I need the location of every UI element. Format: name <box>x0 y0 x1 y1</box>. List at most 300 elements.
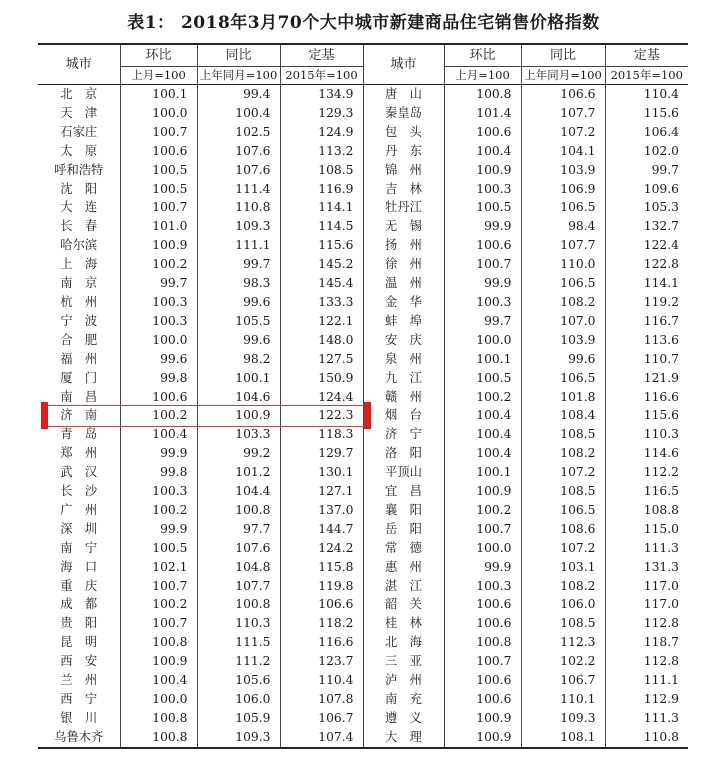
mom-value: 99.8 <box>120 463 197 482</box>
city-name: 杭 州 <box>60 294 98 309</box>
city-name: 青 岛 <box>60 427 98 442</box>
city-name: 哈尔滨 <box>60 238 98 253</box>
city-name: 遵 义 <box>363 709 444 728</box>
city-name: 南 充 <box>363 690 444 709</box>
mom-value: 100.6 <box>444 123 521 142</box>
mom-value: 101.0 <box>120 217 197 236</box>
city-name: 乌鲁木齐 <box>38 728 120 748</box>
yoy-value: 98.2 <box>197 350 280 369</box>
fixed-base-value: 127.5 <box>280 350 363 369</box>
mom-value: 100.2 <box>444 501 521 520</box>
yoy-value: 107.7 <box>197 577 280 596</box>
mom-value: 102.1 <box>120 558 197 577</box>
fixed-base-group-header: 定基 <box>280 44 363 67</box>
yoy-value: 107.6 <box>197 539 280 558</box>
city-name: 无 锡 <box>363 217 444 236</box>
table-row <box>38 520 688 539</box>
yoy-value: 101.2 <box>197 463 280 482</box>
mom-value: 100.8 <box>120 728 197 748</box>
yoy-value: 110.0 <box>521 255 605 274</box>
mom-value: 100.8 <box>120 709 197 728</box>
fixed-base-value: 130.1 <box>280 463 363 482</box>
yoy-value: 105.5 <box>197 312 280 331</box>
fixed-base-value: 127.1 <box>280 482 363 501</box>
fixed-base-value: 107.8 <box>280 690 363 709</box>
mom-value: 99.7 <box>444 312 521 331</box>
fixed-base-value: 114.5 <box>280 217 363 236</box>
yoy-value: 108.5 <box>521 482 605 501</box>
mom-value: 100.1 <box>444 350 521 369</box>
city-name: 赣 州 <box>363 388 444 407</box>
yoy-value: 106.5 <box>521 274 605 293</box>
yoy-value: 99.6 <box>521 350 605 369</box>
yoy-base-label-right: 上年同月=100 <box>521 67 605 85</box>
table-body <box>38 85 688 748</box>
table-row <box>38 123 688 142</box>
yoy-value: 106.9 <box>521 180 605 199</box>
fixed-base-value: 122.4 <box>605 236 688 255</box>
yoy-value: 107.2 <box>521 463 605 482</box>
mom-value: 100.2 <box>120 501 197 520</box>
yoy-value: 106.0 <box>197 690 280 709</box>
city-name: 郑 州 <box>60 446 98 461</box>
fixed-base-value: 145.4 <box>280 274 363 293</box>
highlight-marker-right <box>364 402 371 429</box>
city-name: 九 江 <box>363 369 444 388</box>
yoy-value: 109.3 <box>197 217 280 236</box>
yoy-base-label: 上年同月=100 <box>197 67 280 85</box>
mom-value: 100.3 <box>120 293 197 312</box>
fixed-base-value: 99.7 <box>605 161 688 180</box>
mom-value: 100.2 <box>120 255 197 274</box>
yoy-value: 97.7 <box>197 520 280 539</box>
fixed-base-value: 144.7 <box>280 520 363 539</box>
yoy-value: 99.6 <box>197 293 280 312</box>
mom-value: 100.8 <box>444 633 521 652</box>
yoy-value: 99.6 <box>197 331 280 350</box>
table-row <box>38 482 688 501</box>
mom-value: 100.7 <box>120 198 197 217</box>
mom-value: 100.3 <box>444 180 521 199</box>
mom-value: 100.1 <box>120 85 197 104</box>
mom-value: 100.7 <box>120 123 197 142</box>
city-name: 厦 门 <box>60 370 98 385</box>
city-name: 深 圳 <box>60 521 98 536</box>
yoy-value: 104.1 <box>521 142 605 161</box>
mom-value: 100.8 <box>444 85 521 104</box>
mom-value: 99.9 <box>444 274 521 293</box>
fixed-base-value: 124.4 <box>280 388 363 407</box>
yoy-value: 99.2 <box>197 444 280 463</box>
fixed-base-value: 105.3 <box>605 198 688 217</box>
highlight-marker-left <box>41 402 48 429</box>
city-name: 牡丹江 <box>363 198 444 217</box>
mom-base-label: 上月=100 <box>120 67 197 85</box>
table-row <box>38 652 688 671</box>
mom-value: 100.9 <box>444 161 521 180</box>
city-name: 南 昌 <box>60 389 98 404</box>
fixed-base-value: 134.9 <box>280 85 363 104</box>
yoy-value: 99.4 <box>197 85 280 104</box>
city-name: 洛 阳 <box>363 444 444 463</box>
city-name: 平顶山 <box>363 463 444 482</box>
table-row <box>38 539 688 558</box>
mom-value: 100.9 <box>120 236 197 255</box>
mom-value: 100.5 <box>120 539 197 558</box>
fixed-base-value: 106.4 <box>605 123 688 142</box>
mom-value: 100.6 <box>120 388 197 407</box>
yoy-value: 108.4 <box>521 406 605 425</box>
table-row <box>38 369 688 388</box>
fixed-base-value: 107.4 <box>280 728 363 748</box>
yoy-value: 98.4 <box>521 217 605 236</box>
mom-value: 100.6 <box>444 614 521 633</box>
city-name: 呼和浩特 <box>54 162 104 177</box>
fixed-base-value: 108.8 <box>605 501 688 520</box>
city-name: 沈 阳 <box>60 181 98 196</box>
mom-value: 99.6 <box>120 350 197 369</box>
yoy-value: 111.4 <box>197 180 280 199</box>
table-row <box>38 690 688 709</box>
table-row <box>38 293 688 312</box>
mom-value: 100.2 <box>120 595 197 614</box>
city-name: 扬 州 <box>363 236 444 255</box>
yoy-value: 100.1 <box>197 369 280 388</box>
fixed-base-value: 117.0 <box>605 595 688 614</box>
mom-value: 100.0 <box>120 331 197 350</box>
fixed-base-value: 112.2 <box>605 463 688 482</box>
fixed-base-value: 119.8 <box>280 577 363 596</box>
city-name: 泉 州 <box>363 350 444 369</box>
fixed-base-value: 115.6 <box>280 236 363 255</box>
yoy-value: 104.4 <box>197 482 280 501</box>
mom-value: 100.9 <box>444 728 521 748</box>
mom-value: 100.4 <box>444 444 521 463</box>
city-name: 广 州 <box>60 502 98 517</box>
yoy-value: 104.8 <box>197 558 280 577</box>
mom-value: 100.9 <box>120 652 197 671</box>
table-row <box>38 198 688 217</box>
fixed-base-value: 109.6 <box>605 180 688 199</box>
yoy-value: 108.5 <box>521 614 605 633</box>
yoy-value: 108.2 <box>521 444 605 463</box>
yoy-value: 103.3 <box>197 425 280 444</box>
city-column-header: 城市 <box>38 44 120 85</box>
fixed-base-value: 118.7 <box>605 633 688 652</box>
mom-value: 100.6 <box>444 595 521 614</box>
fixed-base-value: 108.5 <box>280 161 363 180</box>
city-name: 湛 江 <box>363 577 444 596</box>
mom-value: 100.8 <box>120 633 197 652</box>
city-name: 温 州 <box>363 274 444 293</box>
city-name: 上 海 <box>60 257 98 272</box>
fixed-base-value: 116.7 <box>605 312 688 331</box>
mom-value: 100.7 <box>444 520 521 539</box>
table-title: 表1： 2018年3月70个大中城市新建商品住宅销售价格指数 <box>127 13 600 33</box>
city-name: 安 庆 <box>363 331 444 350</box>
city-name: 桂 林 <box>363 614 444 633</box>
fixed-base-value: 112.9 <box>605 690 688 709</box>
mom-value: 100.1 <box>444 463 521 482</box>
table-row <box>38 274 688 293</box>
fixed-base-value: 124.2 <box>280 539 363 558</box>
fixed-base-value: 111.3 <box>605 539 688 558</box>
yoy-value: 102.2 <box>521 652 605 671</box>
table-row <box>38 331 688 350</box>
mom-value: 101.4 <box>444 104 521 123</box>
city-name: 南 京 <box>60 276 98 291</box>
fixed-base-value: 122.1 <box>280 312 363 331</box>
city-name: 丹 东 <box>363 142 444 161</box>
table-row <box>38 255 688 274</box>
city-name: 北 海 <box>363 633 444 652</box>
fixed-base-value: 114.1 <box>605 274 688 293</box>
city-name: 西 安 <box>60 654 98 669</box>
yoy-value: 108.1 <box>521 728 605 748</box>
mom-value: 100.0 <box>444 539 521 558</box>
yoy-value: 110.3 <box>197 614 280 633</box>
city-name: 烟 台 <box>363 406 444 425</box>
yoy-value: 104.6 <box>197 388 280 407</box>
city-name: 昆 明 <box>60 635 98 650</box>
fixed-base-value: 115.6 <box>605 104 688 123</box>
table-row <box>38 709 688 728</box>
yoy-value: 110.8 <box>197 198 280 217</box>
city-name: 大 连 <box>60 200 98 215</box>
city-name: 济 宁 <box>363 425 444 444</box>
mom-value: 99.7 <box>120 274 197 293</box>
city-name: 福 州 <box>60 351 98 366</box>
fixed-base-value: 150.9 <box>280 369 363 388</box>
city-name: 重 庆 <box>60 578 98 593</box>
fixed-base-value: 145.2 <box>280 255 363 274</box>
yoy-value: 103.1 <box>521 558 605 577</box>
fixed-base-value: 115.6 <box>605 406 688 425</box>
mom-value: 100.5 <box>444 198 521 217</box>
city-name: 襄 阳 <box>363 501 444 520</box>
city-name: 吉 林 <box>363 180 444 199</box>
yoy-value: 107.2 <box>521 539 605 558</box>
table-row <box>38 558 688 577</box>
fixed-base-value: 122.3 <box>280 406 363 425</box>
city-name: 石家庄 <box>60 124 98 139</box>
yoy-value: 106.7 <box>521 671 605 690</box>
yoy-value: 108.6 <box>521 520 605 539</box>
fixed-base-value: 116.6 <box>605 388 688 407</box>
mom-base-label-right: 上月=100 <box>444 67 521 85</box>
yoy-value: 105.6 <box>197 671 280 690</box>
yoy-value: 108.2 <box>521 293 605 312</box>
fixed-base-value: 114.1 <box>280 198 363 217</box>
mom-value: 100.3 <box>444 577 521 596</box>
table-row <box>38 633 688 652</box>
table-row <box>38 217 688 236</box>
mom-value: 99.8 <box>120 369 197 388</box>
yoy-value: 107.6 <box>197 161 280 180</box>
city-name: 岳 阳 <box>363 520 444 539</box>
mom-value: 100.4 <box>444 406 521 425</box>
yoy-value: 111.1 <box>197 236 280 255</box>
city-name: 贵 阳 <box>60 616 98 631</box>
mom-value: 100.0 <box>444 331 521 350</box>
fixed-base-value: 131.3 <box>605 558 688 577</box>
fixed-base-value: 115.0 <box>605 520 688 539</box>
mom-value: 100.7 <box>120 577 197 596</box>
yoy-value: 98.3 <box>197 274 280 293</box>
city-name: 大 理 <box>363 728 444 748</box>
city-name: 济 南 <box>60 408 98 423</box>
yoy-value: 107.7 <box>521 104 605 123</box>
table-row <box>38 142 688 161</box>
fixed-base-value: 117.0 <box>605 577 688 596</box>
mom-value: 100.7 <box>120 614 197 633</box>
fixed-base-value: 110.4 <box>605 85 688 104</box>
mom-value: 100.4 <box>120 671 197 690</box>
mom-value: 100.6 <box>444 690 521 709</box>
yoy-value: 100.8 <box>197 501 280 520</box>
yoy-value: 106.5 <box>521 198 605 217</box>
table-row <box>38 463 688 482</box>
table-row <box>38 236 688 255</box>
yoy-value: 107.2 <box>521 123 605 142</box>
yoy-value: 106.5 <box>521 369 605 388</box>
city-name: 太 原 <box>60 143 98 158</box>
mom-value: 100.0 <box>120 690 197 709</box>
mom-value: 100.5 <box>444 369 521 388</box>
mom-value: 99.9 <box>120 444 197 463</box>
fixed-base-value: 132.7 <box>605 217 688 236</box>
mom-value: 100.5 <box>120 180 197 199</box>
mom-value: 100.5 <box>120 161 197 180</box>
city-name: 惠 州 <box>363 558 444 577</box>
fixed-base-label: 2015年=100 <box>280 67 363 85</box>
fixed-base-value: 118.3 <box>280 425 363 444</box>
table-row <box>38 671 688 690</box>
yoy-value: 107.6 <box>197 142 280 161</box>
city-name: 金 华 <box>363 293 444 312</box>
fixed-base-value: 121.9 <box>605 369 688 388</box>
fixed-base-value: 116.5 <box>605 482 688 501</box>
fixed-base-value: 112.8 <box>605 652 688 671</box>
mom-value: 100.3 <box>120 482 197 501</box>
yoy-value: 109.3 <box>521 709 605 728</box>
mom-value: 100.3 <box>120 312 197 331</box>
mom-value: 100.0 <box>120 104 197 123</box>
city-name: 北 京 <box>60 87 98 101</box>
yoy-group-header: 同比 <box>197 44 280 67</box>
city-name: 唐 山 <box>363 85 444 104</box>
fixed-base-value: 119.2 <box>605 293 688 312</box>
yoy-value: 109.3 <box>197 728 280 748</box>
table-row <box>38 595 688 614</box>
fixed-base-value: 129.7 <box>280 444 363 463</box>
yoy-value: 111.5 <box>197 633 280 652</box>
mom-value: 100.7 <box>444 255 521 274</box>
table-row <box>38 161 688 180</box>
city-name: 西 宁 <box>60 692 98 706</box>
fixed-base-value: 116.6 <box>280 633 363 652</box>
fixed-base-value: 137.0 <box>280 501 363 520</box>
city-name: 天 津 <box>60 105 98 120</box>
fixed-base-value: 148.0 <box>280 331 363 350</box>
city-name: 泸 州 <box>363 671 444 690</box>
fixed-base-value: 111.3 <box>605 709 688 728</box>
fixed-base-value: 118.2 <box>280 614 363 633</box>
fixed-base-label-right: 2015年=100 <box>605 67 688 85</box>
table-row <box>38 180 688 199</box>
mom-value: 100.4 <box>444 142 521 161</box>
yoy-value: 100.4 <box>197 104 280 123</box>
yoy-value: 105.9 <box>197 709 280 728</box>
fixed-base-value: 110.7 <box>605 350 688 369</box>
fixed-base-value: 133.3 <box>280 293 363 312</box>
fixed-base-value: 116.9 <box>280 180 363 199</box>
yoy-value: 101.8 <box>521 388 605 407</box>
fixed-base-value: 111.1 <box>605 671 688 690</box>
table-row <box>38 501 688 520</box>
city-name: 宜 昌 <box>363 482 444 501</box>
yoy-value: 102.5 <box>197 123 280 142</box>
yoy-value: 111.2 <box>197 652 280 671</box>
city-name: 常 德 <box>363 539 444 558</box>
fixed-base-value: 129.3 <box>280 104 363 123</box>
mom-value: 99.9 <box>444 217 521 236</box>
yoy-value: 110.1 <box>521 690 605 709</box>
yoy-group-header-right: 同比 <box>521 44 605 67</box>
table-row <box>38 614 688 633</box>
yoy-value: 108.2 <box>521 577 605 596</box>
yoy-value: 107.0 <box>521 312 605 331</box>
table-row <box>38 425 688 444</box>
city-name: 合 肥 <box>60 332 98 347</box>
fixed-base-value: 110.8 <box>605 728 688 748</box>
yoy-value: 100.8 <box>197 595 280 614</box>
mom-value: 100.6 <box>444 671 521 690</box>
table-row <box>38 85 688 104</box>
city-name: 蚌 埠 <box>363 312 444 331</box>
mom-value: 100.4 <box>444 425 521 444</box>
city-column-header-right: 城市 <box>363 44 444 85</box>
yoy-value: 107.7 <box>521 236 605 255</box>
city-name: 兰 州 <box>60 673 98 688</box>
mom-value: 100.2 <box>444 388 521 407</box>
mom-group-header-right: 环比 <box>444 44 521 67</box>
table-row <box>38 728 688 748</box>
fixed-base-value: 113.6 <box>605 331 688 350</box>
fixed-base-value: 110.4 <box>280 671 363 690</box>
yoy-value: 103.9 <box>521 331 605 350</box>
yoy-value: 106.0 <box>521 595 605 614</box>
table-row <box>38 577 688 596</box>
mom-value: 100.9 <box>444 482 521 501</box>
city-name: 银 川 <box>60 710 98 725</box>
city-name: 长 沙 <box>60 484 98 499</box>
city-name: 徐 州 <box>363 255 444 274</box>
city-name: 成 都 <box>60 597 98 612</box>
mom-value: 100.6 <box>444 236 521 255</box>
fixed-base-value: 112.8 <box>605 614 688 633</box>
yoy-value: 108.5 <box>521 425 605 444</box>
price-index-table <box>38 43 688 749</box>
mom-value: 100.3 <box>444 293 521 312</box>
yoy-value: 100.9 <box>197 406 280 425</box>
fixed-base-value: 122.8 <box>605 255 688 274</box>
city-name: 包 头 <box>363 123 444 142</box>
fixed-base-value: 123.7 <box>280 652 363 671</box>
yoy-value: 99.7 <box>197 255 280 274</box>
mom-value: 100.9 <box>444 709 521 728</box>
city-name: 三 亚 <box>363 652 444 671</box>
